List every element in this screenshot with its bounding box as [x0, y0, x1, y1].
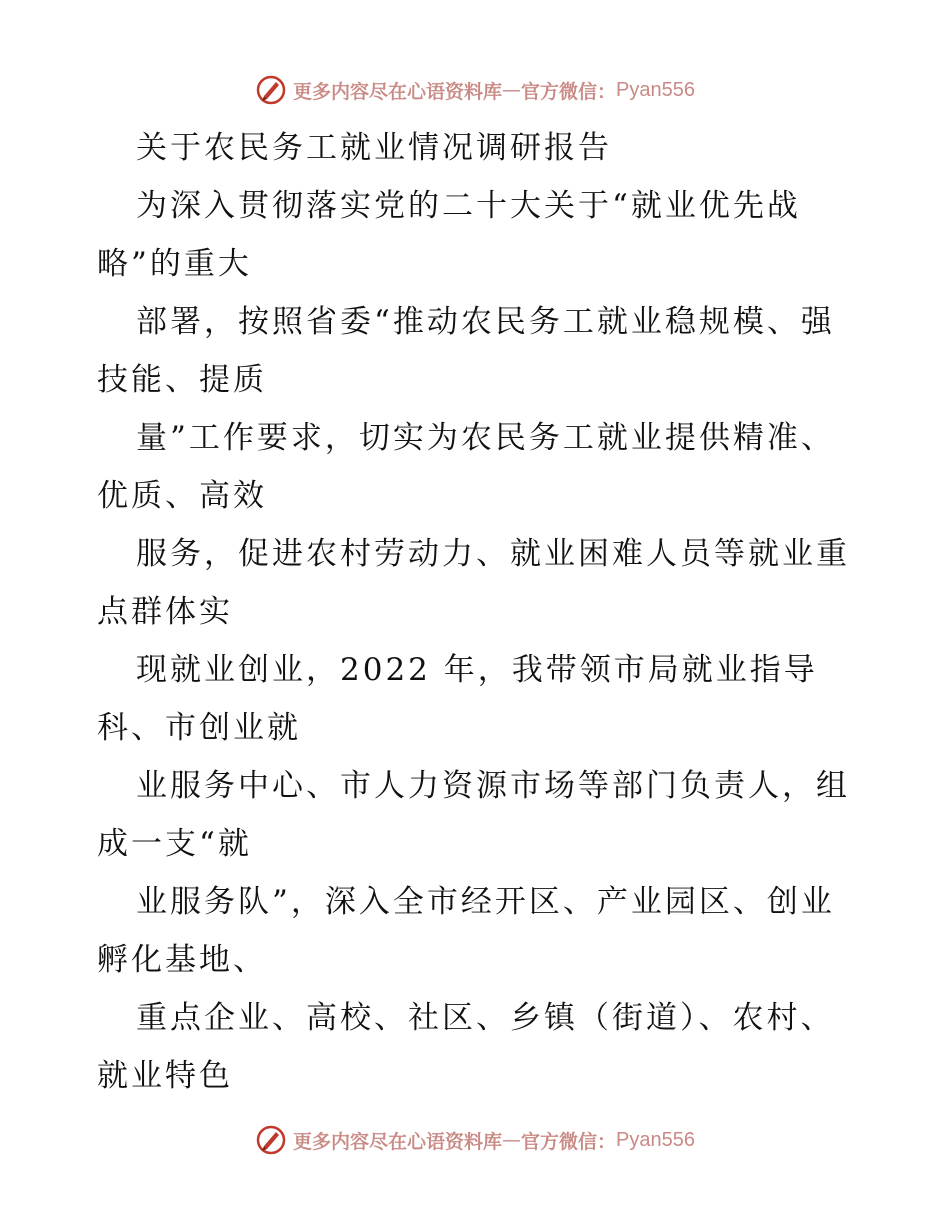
- watermark-label: 官方微信：: [521, 1130, 617, 1153]
- paragraph-line: 重点企业、高校、社区、乡镇（街道）、农村、: [136, 1000, 835, 1036]
- paragraph-line: 点群体实: [97, 594, 233, 630]
- paragraph-line: 略”的重大: [97, 246, 252, 282]
- watermark-label: 官方微信：: [521, 80, 617, 103]
- paragraph-line: 技能、提质: [97, 362, 267, 398]
- watermark-text: 更多内容尽在心语资料库: [293, 80, 503, 103]
- paragraph-line: 就业特色: [97, 1058, 233, 1094]
- footer-watermark: [0, 1120, 950, 1160]
- document-title: 关于农民务工就业情况调研报告: [136, 130, 612, 166]
- watermark-text: 更多内容尽在心语资料库: [293, 1130, 503, 1153]
- watermark-separator: —: [502, 1129, 522, 1151]
- paragraph-line: 成一支“就: [97, 826, 252, 862]
- paragraph-line: 科、市创业就: [97, 710, 301, 746]
- pen-seal-icon: [255, 1124, 287, 1156]
- watermark-account: Pyan556: [616, 78, 695, 101]
- paragraph-line: 现就业创业，2022 年，我带领市局就业指导: [136, 652, 818, 688]
- watermark-account: Pyan556: [616, 1128, 695, 1151]
- paragraph-line: 量”工作要求，切实为农民务工就业提供精准、: [136, 420, 835, 456]
- paragraph-line: 服务，促进农村劳动力、就业困难人员等就业重: [136, 536, 850, 572]
- paragraph-line: 业服务队”，深入全市经开区、产业园区、创业: [136, 884, 835, 920]
- paragraph-line: 孵化基地、: [97, 942, 267, 978]
- paragraph-line: 优质、高效: [97, 478, 267, 514]
- paragraph-line: 部署，按照省委“推动农民务工就业稳规模、强: [136, 304, 835, 340]
- paragraph-line: 业服务中心、市人力资源市场等部门负责人，组: [136, 768, 850, 804]
- paragraph-line: 为深入贯彻落实党的二十大关于“就业优先战: [136, 188, 801, 224]
- watermark-separator: —: [502, 79, 522, 101]
